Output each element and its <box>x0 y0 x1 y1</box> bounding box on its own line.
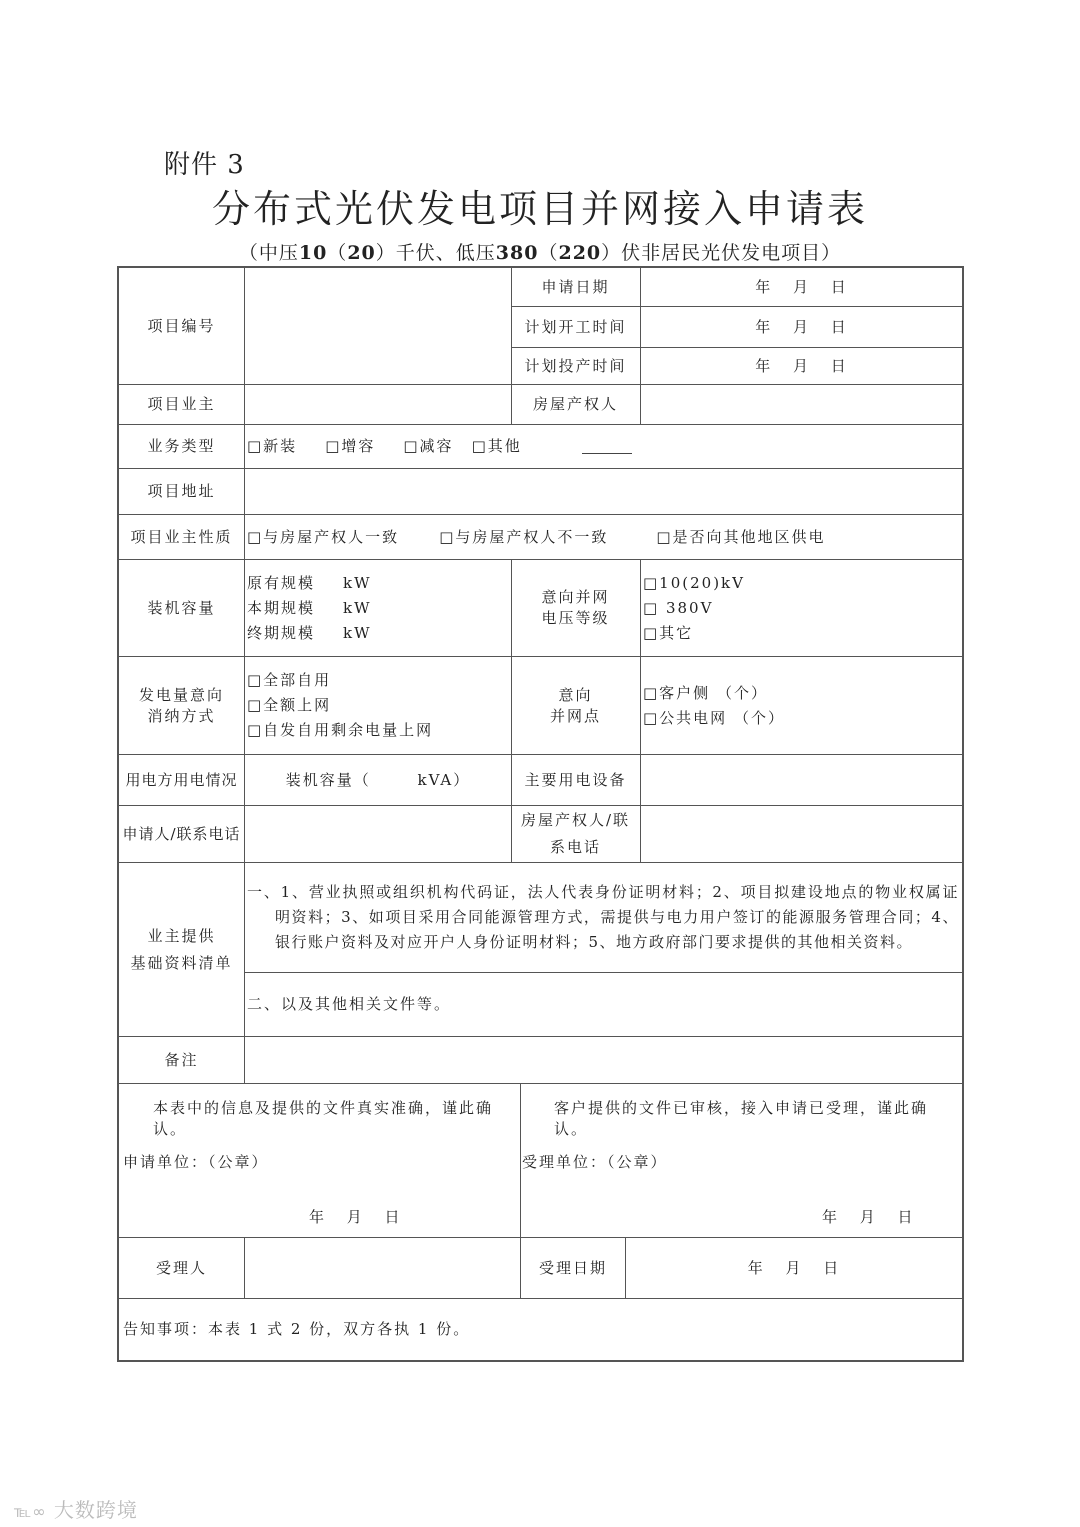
subtitle-part: （ <box>327 242 348 264</box>
docs-label <box>119 863 244 1036</box>
subtitle-part: （ <box>538 242 559 264</box>
checkbox-public-grid[interactable]: □公共电网 （个） <box>643 708 785 727</box>
point-label-line: 意向 <box>558 685 593 704</box>
subtitle-part: 10 <box>298 242 328 264</box>
address-label: 项目地址 <box>147 482 216 500</box>
voltage-options <box>643 560 962 656</box>
subtitle-part: 20 <box>347 242 376 264</box>
property-phone-input[interactable] <box>641 806 962 862</box>
notice-text: 告知事项：本表 1 式 2 份，双方各执 1 份。 <box>123 1320 471 1338</box>
voltage-label-line: 电压等级 <box>541 609 610 627</box>
watermark <box>14 1494 138 1523</box>
checkbox-different-owner[interactable]: □与房屋产权人不一致 <box>439 527 609 546</box>
consume-label-line: 消纳方式 <box>147 706 216 725</box>
plan-start-value[interactable]: 年 月 日 <box>755 317 848 336</box>
subtitle-part: ）千伏、低压 <box>375 242 496 264</box>
other-blank-line[interactable] <box>582 439 632 454</box>
watermark-logo-icon: ℡∞ <box>14 1502 47 1521</box>
grid-line <box>119 1083 962 1084</box>
applicant-phone-label: 申请人/联系电话 <box>122 824 241 843</box>
attachment-label: 附件 3 <box>164 150 245 180</box>
checkbox-customer-side[interactable]: □客户侧 （个） <box>643 683 768 702</box>
accept-unit-date[interactable]: 年 月 日 <box>822 1208 915 1226</box>
owner-nature-label: 项目业主性质 <box>130 527 233 546</box>
checkbox-decrease[interactable]: □减容 <box>403 437 454 455</box>
subtitle-part: 220 <box>558 242 602 264</box>
applicant-phone-input[interactable] <box>245 806 511 862</box>
voltage-label <box>511 560 640 656</box>
checkbox-full-grid[interactable]: □全额上网 <box>247 696 332 714</box>
subtitle-part: ）伏非居民光伏发电项目） <box>601 242 842 264</box>
apply-unit-date[interactable]: 年 月 日 <box>309 1208 402 1226</box>
remark-label: 备注 <box>164 1050 199 1069</box>
capacity-rows <box>247 560 509 656</box>
capacity-row-final[interactable] <box>247 621 509 646</box>
point-label <box>511 657 640 754</box>
checkbox-voltage-other[interactable]: □其它 <box>643 623 694 642</box>
main-equipment-label: 主要用电设备 <box>524 770 627 789</box>
property-owner-label: 房屋产权人 <box>532 395 618 413</box>
business-type-options <box>247 425 962 468</box>
apply-date-label: 申请日期 <box>541 277 610 296</box>
accept-date-label: 受理日期 <box>538 1258 607 1277</box>
capacity-row-unit: kW <box>343 598 372 617</box>
capacity-row-label: 终期规模 <box>247 623 316 642</box>
docs-item-1: 一、1、营业执照或组织机构代码证，法人代表身份证明材料；2、项目拟建设地点的物业权属证明资料；3、如项目采用合同能源管理方式，需提供与电力用户签订的能源服务管理合同；4、银行账户资料及对应开户人身份证明材料；5、地方政府部门要求提供的其他相关资料。 <box>247 883 959 951</box>
capacity-row-existing[interactable] <box>247 571 509 596</box>
point-options <box>643 657 962 754</box>
docs-item-2: 二、以及其他相关文件等。 <box>247 995 452 1013</box>
property-phone-label: 房屋产权人/联系电话 <box>520 811 631 856</box>
checkbox-supply-other-region[interactable]: □是否向其他地区供电 <box>656 527 826 546</box>
checkbox-increase[interactable]: □增容 <box>325 437 376 455</box>
checkbox-new[interactable]: □新装 <box>247 437 298 455</box>
docs-label-line: 基础资料清单 <box>130 953 233 972</box>
apply-unit-label: 申请单位：（公章） <box>123 1153 269 1171</box>
main-equipment-input[interactable] <box>641 755 962 805</box>
capacity-row-label: 原有规模 <box>247 573 316 592</box>
owner-nature-options <box>247 515 962 559</box>
confirm-left-text: 本表中的信息及提供的文件真实准确，谨此确认。 <box>153 1099 494 1138</box>
usage-capacity[interactable]: 装机容量（ kVA） <box>285 770 471 789</box>
capacity-row-unit: kW <box>343 623 372 642</box>
apply-date-value[interactable]: 年 月 日 <box>755 277 848 296</box>
business-type-label: 业务类型 <box>147 437 216 455</box>
capacity-row-current[interactable] <box>247 596 509 621</box>
plan-start-label: 计划开工时间 <box>524 317 627 336</box>
acceptor-label: 受理人 <box>155 1258 207 1277</box>
checkbox-other[interactable]: □其他 <box>471 437 522 455</box>
consume-options <box>247 657 509 754</box>
accept-unit-label: 受理单位：（公章） <box>522 1153 668 1171</box>
watermark-text: 大数跨境 <box>53 1498 138 1522</box>
checkbox-380v[interactable]: □ 380V <box>643 598 714 617</box>
consume-label-line: 发电量意向 <box>138 685 224 704</box>
remark-input[interactable] <box>245 1037 962 1083</box>
capacity-row-unit: kW <box>343 573 372 592</box>
page-subtitle <box>0 238 1080 265</box>
subtitle-part: 380 <box>495 242 539 264</box>
checkbox-10kv[interactable]: □10(20)kV <box>643 573 745 592</box>
address-input[interactable] <box>245 469 962 514</box>
voltage-label-line: 意向并网 <box>541 588 610 606</box>
point-label-line: 并网点 <box>549 706 601 725</box>
docs-label-line: 业主提供 <box>147 926 216 945</box>
capacity-label: 装机容量 <box>147 598 216 617</box>
project-no-label: 项目编号 <box>147 316 216 335</box>
application-form-table <box>117 266 964 1362</box>
page-title: 分布式光伏发电项目并网接入申请表 <box>211 187 868 231</box>
confirm-right-text: 客户提供的文件已审核，接入申请已受理，谨此确认。 <box>554 1099 929 1138</box>
checkbox-surplus-grid[interactable]: □自发自用剩余电量上网 <box>247 721 434 739</box>
owner-input[interactable] <box>245 385 511 424</box>
capacity-row-label: 本期规模 <box>247 598 316 617</box>
plan-commission-value[interactable]: 年 月 日 <box>755 356 848 375</box>
property-owner-input[interactable] <box>641 385 962 424</box>
owner-label: 项目业主 <box>147 395 216 413</box>
project-no-input[interactable] <box>245 268 511 384</box>
acceptor-input[interactable] <box>245 1238 520 1298</box>
usage-label: 用电方用电情况 <box>125 770 238 789</box>
consume-label <box>119 657 244 754</box>
checkbox-same-owner[interactable]: □与房屋产权人一致 <box>247 527 400 546</box>
accept-date-value[interactable]: 年 月 日 <box>747 1258 841 1277</box>
subtitle-part: （中压 <box>238 242 299 264</box>
plan-commission-label: 计划投产时间 <box>524 356 627 375</box>
checkbox-self-use[interactable]: □全部自用 <box>247 671 332 689</box>
